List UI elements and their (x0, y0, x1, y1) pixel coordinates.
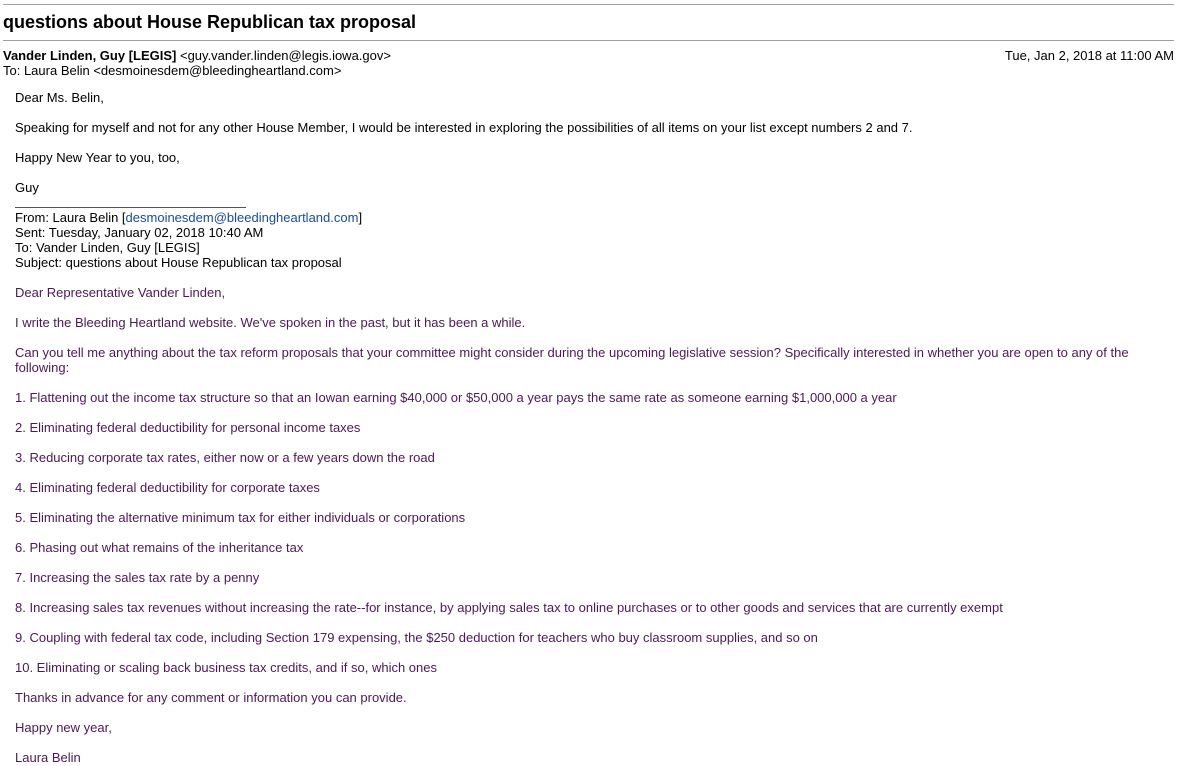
list-item: 8. Increasing sales tax revenues without increasing the rate--for instance, by applying sales tax to online purchases or to other goods and services that are currently exempt (15, 600, 1003, 615)
original-question: Can you tell me anything about the tax reform proposals that your committee might consider during the upcoming legislative session? Specifically interested in whether you are open to any of the following: (15, 345, 1129, 375)
reply-greeting: Dear Ms. Belin, (15, 90, 104, 105)
recipient-line: To: Laura Belin <desmoinesdem@bleedingheartland.com> (3, 63, 342, 78)
quoted-from-prefix: From: Laura Belin [ (15, 210, 126, 225)
original-intro: I write the Bleeding Heartland website. We've spoken in the past, but it has been a while. (15, 315, 526, 330)
original-signature: Laura Belin (15, 750, 81, 765)
list-item: 4. Eliminating federal deductibility for corporate taxes (15, 480, 320, 495)
quoted-from-email-link[interactable]: desmoinesdem@bleedingheartland.com (125, 210, 359, 225)
list-item: 1. Flattening out the income tax structure so that an Iowan earning $40,000 or $50,000 a year pays the same rate as someone earning $1,000,000 a year (15, 390, 897, 405)
list-item: 6. Phasing out what remains of the inheritance tax (15, 540, 304, 555)
sender-email[interactable]: <guy.vander.linden@legis.iowa.gov> (179, 48, 391, 63)
message-date: Tue, Jan 2, 2018 at 11:00 AM (1004, 48, 1174, 63)
sender-name[interactable]: Vander Linden, Guy [LEGIS] (3, 48, 177, 63)
top-divider (3, 4, 1174, 5)
quoted-to-line: To: Vander Linden, Guy [LEGIS] (15, 240, 200, 255)
header-divider (3, 40, 1174, 41)
quoted-from-suffix: ] (358, 210, 363, 225)
list-item: 10. Eliminating or scaling back business tax credits, and if so, which ones (15, 660, 437, 675)
reply-signature: Guy (15, 180, 39, 195)
original-greeting: Dear Representative Vander Linden, (15, 285, 226, 300)
sender-line (3, 48, 391, 63)
reply-body: Speaking for myself and not for any other House Member, I would be interested in exploring the possibilities of all items on your list except numbers 2 and 7. (15, 120, 913, 135)
quoted-from-line (15, 210, 362, 225)
quoted-subject-line: Subject: questions about House Republican tax proposal (15, 255, 342, 270)
signature-separator (15, 207, 246, 208)
reply-closing: Happy New Year to you, too, (15, 150, 180, 165)
list-item: 5. Eliminating the alternative minimum tax for either individuals or corporations (15, 510, 466, 525)
original-thanks: Thanks in advance for any comment or information you can provide. (15, 690, 407, 705)
list-item: 3. Reducing corporate tax rates, either now or a few years down the road (15, 450, 435, 465)
list-item: 7. Increasing the sales tax rate by a penny (15, 570, 260, 585)
list-item: 9. Coupling with federal tax code, including Section 179 expensing, the $250 deduction for teachers who buy classroom supplies, and so on (15, 630, 818, 645)
original-signoff: Happy new year, (15, 720, 112, 735)
list-item: 2. Eliminating federal deductibility for personal income taxes (15, 420, 361, 435)
quoted-sent-line: Sent: Tuesday, January 02, 2018 10:40 AM (15, 225, 264, 240)
email-subject-title: questions about House Republican tax proposal (3, 12, 417, 32)
